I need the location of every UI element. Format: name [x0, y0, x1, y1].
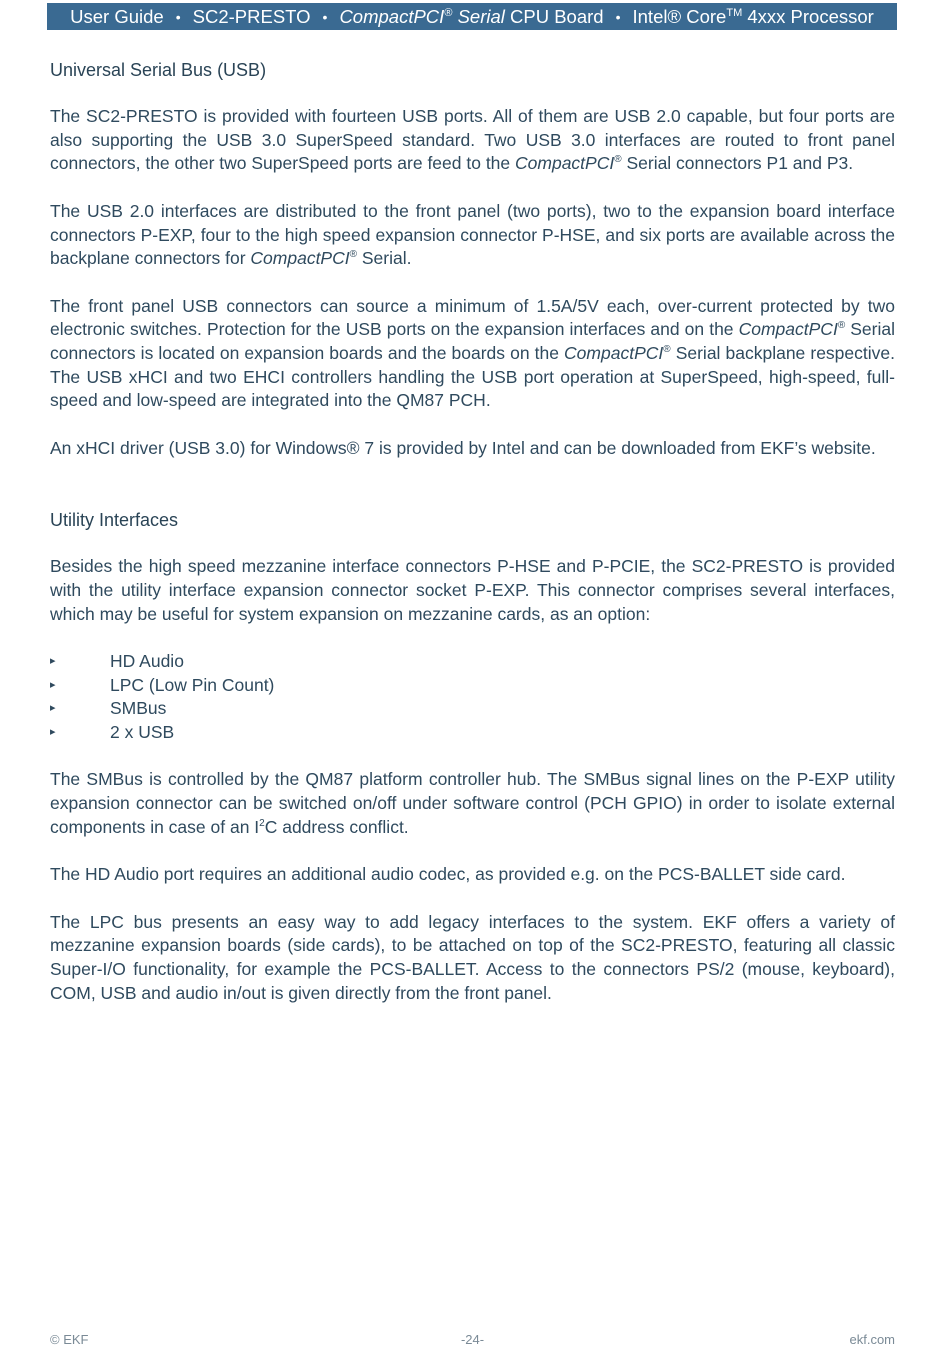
header-processor: Intel® Core™ 4xxx Processor: [632, 5, 874, 27]
header-product: SC2-PRESTO: [192, 5, 311, 27]
usb-heading: Universal Serial Bus (USB): [50, 60, 267, 80]
bullet-icon: ▸: [50, 654, 56, 667]
usb-paragraph-2: The USB 2.0 interfaces are distributed to the front panel (two ports), two to the expansion board interface connectors P-EXP, four to the high speed expansion connector P-HSE, and six ports are available across the backplane connectors for CompactPCI® Serial.: [50, 200, 895, 269]
utility-paragraph-1: Besides the high speed mezzanine interface connectors P-HSE and P-PCIE, the SC2-PRESTO is provided with the utility interface expansion connector socket P-EXP. This connector comprises several interfaces, which may be useful for system expansion on mezzanine cards, as an option:: [50, 556, 895, 624]
page-number: -24-: [460, 1332, 485, 1347]
list-item: ▸ HD Audio: [50, 650, 895, 674]
utility-paragraph-4: The LPC bus presents an easy way to add legacy interfaces to the system. EKF offers a variety of mezzanine expansion boards (side cards), to be attached on top of the SC2-PRESTO, featuring all classic Super-I/O functionality, for example the PCS-BALLET. Access to the connectors PS/2 (mouse, keyboard), COM, USB and audio in/out is given directly from the front panel.: [50, 911, 895, 1003]
header-separator: •: [322, 8, 328, 25]
page-header: [47, 3, 897, 30]
usb-paragraph-4: An xHCI driver (USB 3.0) for Windows® 7 is provided by Intel and can be downloaded from EKF’s website.: [50, 437, 876, 458]
page-footer: [50, 1332, 895, 1347]
page-content: [50, 58, 895, 1029]
list-item: ▸ 2 x USB: [50, 721, 895, 745]
footer-copyright: © EKF: [50, 1332, 89, 1347]
header-standard: CompactPCI® Serial CPU Board: [339, 5, 604, 27]
bullet-icon: ▸: [50, 726, 56, 739]
footer-website: ekf.com: [849, 1332, 895, 1347]
header-guide: User Guide: [70, 5, 164, 27]
utility-paragraph-3: The HD Audio port requires an additional audio codec, as provided e.g. on the PCS-BALLET side card.: [50, 864, 846, 885]
utility-paragraph-2: The SMBus is controlled by the QM87 platform controller hub. The SMBus signal lines on the P-EXP utility expansion connector can be switched on/off under software control (PCH GPIO) in order to isolate external components in case of an $I^2C$ address conflict.: [50, 769, 895, 837]
list-item: ▸ SMBus: [50, 697, 895, 721]
header-separator: •: [615, 8, 621, 25]
utility-interface-list: [50, 650, 895, 745]
usb-paragraph-3: The front panel USB connectors can source a minimum of 1.5A/5V each, over-current protected by two electronic switches. Protection for the USB ports on the expansion interfaces and on the CompactPCI® Serial connectors is located on expansion boards and the boards on the CompactPCI® Serial backplane respective. The USB xHCI and two EHCI controllers handling the USB port operation at SuperSpeed, high-speed, full-speed and low-speed are integrated into the QM87 PCH.: [50, 295, 895, 411]
bullet-icon: ▸: [50, 678, 56, 691]
header-separator: •: [175, 8, 181, 25]
list-item: ▸ LPC (Low Pin Count): [50, 674, 895, 698]
bullet-icon: ▸: [50, 702, 56, 715]
usb-paragraph-1: The SC2-PRESTO is provided with fourteen USB ports. All of them are USB 2.0 capable, but four ports are also supporting the USB 3.0 SuperSpeed standard. Two USB 3.0 interfaces are routed to front panel connectors, the other two SuperSpeed ports are feed to the CompactPCI® Serial connectors P1 and P3.: [50, 106, 895, 174]
utility-heading: Utility Interfaces: [50, 510, 179, 531]
